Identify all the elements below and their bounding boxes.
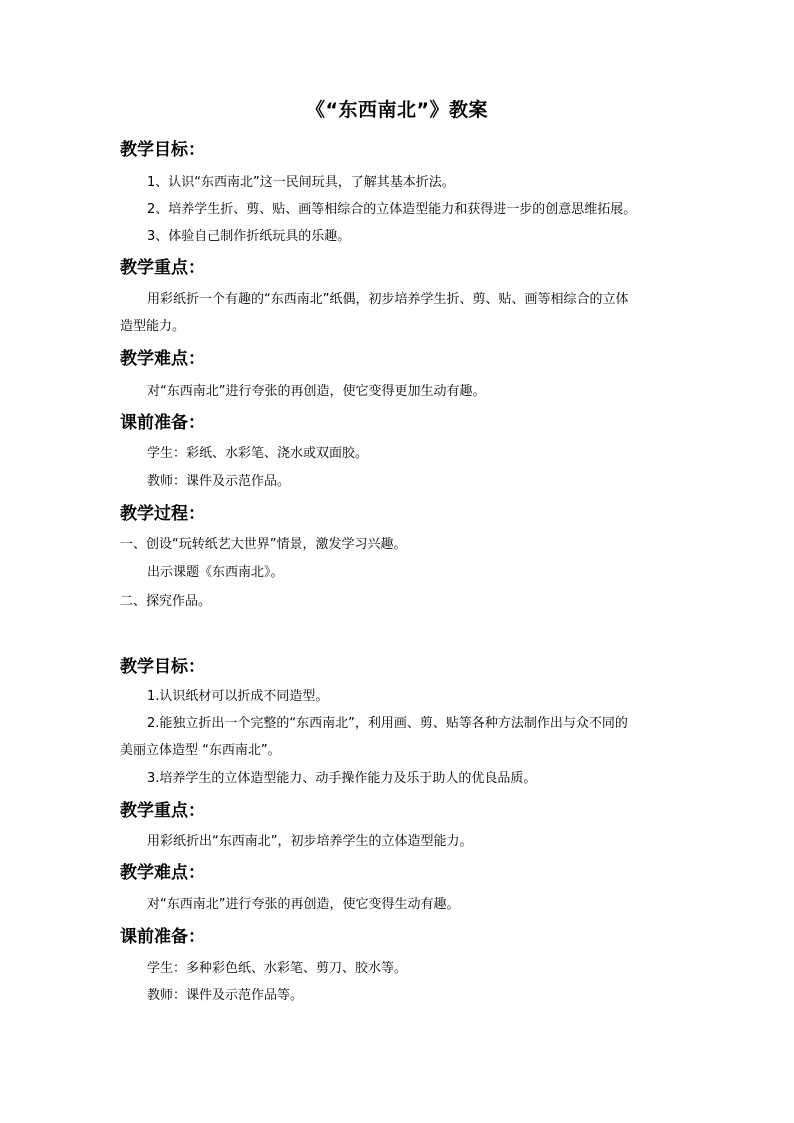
goals-heading-2: 教学目标： [120, 657, 205, 677]
goal-2-item-3: 3.培养学生的立体造型能力、动手操作能力及乐于助人的优良品质。 [147, 771, 537, 786]
goal-2-item-1: 1.认识纸材可以折成不同造型。 [147, 689, 329, 704]
goal-2-item-2-line-2: 美丽立体造型 “东西南北”。 [120, 743, 281, 758]
difficulty-text: 对“东西南北”进行夸张的再创造，使它变得更加生动有趣。 [147, 384, 486, 399]
goal-item-2: 2、培养学生折、剪、贴、画等相综合的立体造型能力和获得进一步的创意思维拓展。 [147, 202, 637, 217]
process-heading: 教学过程： [120, 504, 205, 524]
goal-item-1: 1、认识“东西南北”这一民间玩具，了解其基本折法。 [147, 175, 455, 190]
preparation-2-teacher: 教师：课件及示范作品等。 [147, 988, 304, 1003]
key-points-line-2: 造型能力。 [120, 319, 186, 334]
difficulty-heading-2: 教学难点： [120, 863, 205, 883]
preparation-teacher: 教师：课件及示范作品。 [147, 474, 291, 489]
preparation-heading-2: 课前准备： [120, 927, 205, 947]
key-points-heading-2: 教学重点： [120, 801, 205, 821]
preparation-2-students: 学生：多种彩色纸、水彩笔、剪刀、胶水等。 [147, 961, 408, 976]
goal-item-3: 3、体验自己制作折纸玩具的乐趣。 [147, 229, 351, 244]
document-title: 《“东西南北”》教案 [306, 99, 488, 121]
process-step-1-detail: 出示课题《东西南北》。 [147, 565, 284, 580]
process-step-2: 二、探究作品。 [120, 594, 212, 609]
process-step-1: 一、创设“玩转纸艺大世界”情景，激发学习兴趣。 [120, 537, 407, 552]
preparation-students: 学生：彩纸、水彩笔、浇水或双面胶。 [147, 446, 369, 461]
key-points-2-text: 用彩纸折出“东西南北”，初步培养学生的立体造型能力。 [147, 834, 473, 849]
preparation-heading: 课前准备： [120, 413, 205, 433]
difficulty-heading: 教学难点： [120, 349, 205, 369]
key-points-line-1: 用彩纸折一个有趣的“东西南北”纸偶，初步培养学生折、剪、贴、画等相综合的立体 [147, 292, 629, 307]
key-points-heading: 教学重点： [120, 258, 205, 278]
difficulty-2-text: 对“东西南北”进行夸张的再创造，使它变得生动有趣。 [147, 897, 460, 912]
goals-heading: 教学目标： [120, 140, 205, 160]
goal-2-item-2-line-1: 2.能独立折出一个完整的“东西南北”，利用画、剪、贴等各种方法制作出与众不同的 [147, 716, 628, 731]
